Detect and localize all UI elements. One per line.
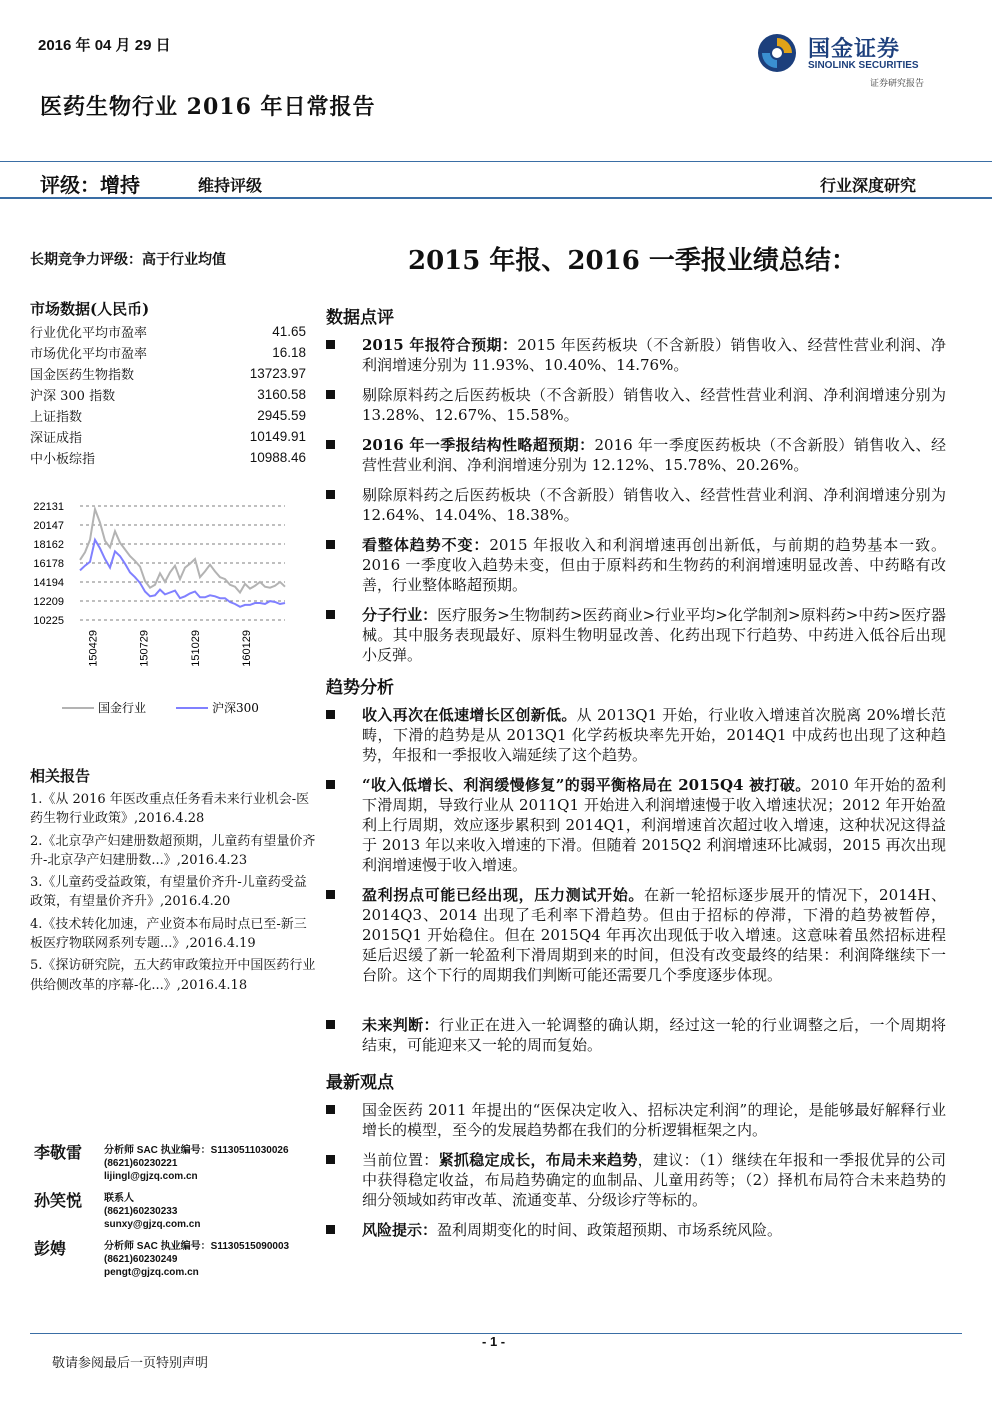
bullet-item: 剔除原料药之后医药板块（不含新股）销售收入、经营性营业利润、净利润增速分别为 12.64%、14.04%、18.38%。 bbox=[326, 485, 946, 525]
report-type: 行业深度研究 bbox=[820, 176, 917, 195]
analyst-email[interactable]: lijingl@gjzq.com.cn bbox=[104, 1171, 198, 1182]
related-reports-title: 相关报告 bbox=[30, 767, 91, 785]
bullet-item: 收入再次在低速增长区创新低。从 2013Q1 开始，行业收入增速首次脱离 20%增长范畴，下滑的趋势是从 2013Q1 化学药板块率先开始，2014Q1 中成药也出现了这种趋势，年报和一季报收入端延续了这个趋势。 bbox=[326, 705, 946, 765]
related-report-item[interactable]: 5.《探访研究院，五大药审政策拉开中国医药行业供给侧改革的序幕-化...》,2016.4.18 bbox=[30, 958, 316, 993]
related-report-item[interactable]: 1.《从 2016 年医改重点任务看未来行业机会-医药生物行业政策》,2016.4.28 bbox=[30, 792, 310, 827]
related-report-item[interactable]: 2.《北京孕产妇建册数超预期，儿童药有望量价齐升-北京孕产妇建册数...》,2016.4.23 bbox=[30, 833, 316, 868]
x-tick-label: 150729 bbox=[138, 630, 151, 667]
bullet-item: 分子行业：医疗服务>生物制药>医药商业>行业平均>化学制剂>原料药>中药>医疗器械。其中服务表现最好、原料生物明显改善、化药出现下行趋势、中药进入低谷后出现小反弹。 bbox=[326, 605, 946, 665]
index-line-chart bbox=[30, 494, 292, 729]
market-row: 中小板综指 10988.46 bbox=[30, 450, 306, 467]
analyst-email[interactable]: sunxy@gjzq.com.cn bbox=[104, 1219, 201, 1230]
logo-mark-icon bbox=[756, 32, 798, 74]
footer-disclaimer: 敬请参阅最后一页特别声明 bbox=[52, 1356, 209, 1371]
section-latest-views: 最新观点 bbox=[326, 1073, 394, 1093]
report-date: 2016 年 04 月 29 日 bbox=[38, 37, 171, 54]
divider-top bbox=[0, 161, 992, 162]
bullet-item: 当前位置：紧抓稳定成长，布局未来趋势，建议：（1）继续在年报和一季报优异的公司中获得稳定收益，布局趋势确定的血制品、儿童用药等；（2）择机布局符合未来趋势的细分领域如药审改革、流通变革、分级诊疗等标的。 bbox=[326, 1150, 946, 1210]
market-row: 上证指数 2945.59 bbox=[30, 408, 306, 425]
market-row: 沪深 300 指数 3160.58 bbox=[30, 387, 306, 404]
y-tick-label: 16178 bbox=[33, 558, 64, 570]
bullet-item: 看整体趋势不变：2015 年报收入和利润增速再创出新低，与前期的趋势基本一致。2016 一季度收入趋势未变，但由于原料药和生物药的利润增速明显改善、中药略有改善，行业整体略超预期。 bbox=[326, 535, 946, 595]
report-title: 医药生物行业 2016 年日常报告 bbox=[40, 94, 376, 120]
analyst-email[interactable]: pengt@gjzq.com.cn bbox=[104, 1267, 199, 1278]
bullet-item: 未来判断：行业正在进入一轮调整的确认期，经过这一轮的行业调整之后，一个周期将结束，可能迎来又一轮的周而复始。 bbox=[326, 1015, 946, 1055]
market-row: 国金医药生物指数 13723.97 bbox=[30, 366, 306, 383]
series-line bbox=[80, 509, 285, 592]
market-row: 行业优化平均市盈率 41.65 bbox=[30, 324, 306, 341]
bullet-item: “收入低增长、利润缓慢修复”的弱平衡格局在 2015Q4 被打破。2010 年开始的盈利下滑周期，导致行业从 2011Q1 开始进入利润增速慢于收入增速状况；2012 年开始盈利上行周期，效应逐步累积到 2014Q1，利润增速首次超过收入增速，这种状况这得益于 2013 年以来收入增速的下滑。但随着 2015Q2 利润增速环比减弱，2015 再次出现利润增速慢于收入增速。 bbox=[326, 775, 946, 875]
y-tick-label: 22131 bbox=[33, 501, 64, 513]
bullet-item: 剔除原料药之后医药板块（不含新股）销售收入、经营性营业利润、净利润增速分别为 13.28%、12.67%、15.58%。 bbox=[326, 385, 946, 425]
rating: 评级：增持 bbox=[40, 173, 140, 197]
bullet-item: 2015 年报符合预期：2015 年医药板块（不含新股）销售收入、经营性营业利润、净利润增速分别为 11.93%、10.40%、14.76%。 bbox=[326, 335, 946, 375]
market-data-table bbox=[30, 321, 306, 468]
related-reports-list bbox=[30, 790, 318, 998]
related-report-item[interactable]: 3.《儿童药受益政策，有望量价齐升-儿童药受益政策，有望量价齐升》,2016.4.20 bbox=[30, 875, 307, 910]
legend-label: 国金行业 bbox=[98, 701, 147, 715]
bullet-item: 2016 年一季报结构性略超预期：2016 年一季度医药板块（不含新股）销售收入、经营性营业利润、净利润增速分别为 12.12%、15.78%、20.26%。 bbox=[326, 435, 946, 475]
analyst-name: 李敬雷 bbox=[34, 1143, 83, 1162]
legend-label: 沪深300 bbox=[212, 701, 259, 715]
logo-text-cn: 国金证券 bbox=[808, 36, 901, 62]
market-row: 深证成指 10149.91 bbox=[30, 429, 306, 446]
section-data-review: 数据点评 bbox=[326, 308, 394, 328]
y-tick-label: 18162 bbox=[33, 539, 64, 551]
bullet-item: 国金医药 2011 年提出的“医保决定收入、招标决定利润”的理论，是能够最好解释行业增长的模型，至今的发展趋势都在我们的分析逻辑框架之内。 bbox=[326, 1100, 946, 1140]
bullet-item: 风险提示：盈利周期变化的时间、政策超预期、市场系统风险。 bbox=[326, 1220, 946, 1240]
logo-subtitle: 证券研究报告 bbox=[870, 79, 925, 89]
analyst-name: 孙笑悦 bbox=[34, 1191, 83, 1210]
market-data-title: 市场数据(人民币) bbox=[30, 300, 150, 318]
y-tick-label: 12209 bbox=[33, 596, 64, 608]
x-tick-label: 150429 bbox=[87, 630, 100, 667]
y-tick-label: 10225 bbox=[33, 615, 64, 627]
page-number: - 1 - bbox=[482, 1334, 506, 1349]
bullet-item: 盈利拐点可能已经出现，压力测试开始。在新一轮招标逐步展开的情况下，2014H、2014Q3、2014 出现了毛利率下滑趋势。但由于招标的停滞，下滑的趋势被暂停，2015Q1 开始稳住。但在 2015Q4 年再次出现低于收入增速。这意味着虽然招标进程延后迟缓了新一轮盈利下滑周期到来的时间，但没有改变最终的结果：利润降继续下一台阶。这个下行的周期我们判断可能还需要几个季度逐步体现。 bbox=[326, 885, 946, 985]
competitiveness-rating: 长期竞争力评级：高于行业均值 bbox=[30, 252, 226, 268]
y-tick-label: 20147 bbox=[33, 520, 64, 532]
analyst-info: 分析师 SAC 执业编号：S1130515090003 (8621)60230249 pengt@gjzq.com.cn bbox=[104, 1241, 290, 1278]
related-report-item[interactable]: 4.《技术转化加速，产业资本布局时点已至-新三板医疗物联网系列专题...》,2016.4.19 bbox=[30, 916, 307, 952]
analyst-info: 分析师 SAC 执业编号：S1130511030026 (8621)60230221 lijingl@gjzq.com.cn bbox=[104, 1145, 289, 1182]
divider-header bbox=[0, 197, 992, 199]
headline: 2015 年报、2016 一季报业绩总结： bbox=[408, 246, 857, 276]
y-tick-label: 14194 bbox=[33, 577, 64, 589]
maintain-rating: 维持评级 bbox=[198, 176, 263, 195]
logo-text-en: SINOLINK SECURITIES bbox=[808, 60, 919, 71]
brand-logo bbox=[756, 30, 946, 90]
section-trend-analysis: 趋势分析 bbox=[326, 678, 394, 698]
x-tick-label: 151029 bbox=[189, 630, 202, 667]
market-row: 市场优化平均市盈率 16.18 bbox=[30, 345, 306, 362]
x-tick-label: 160129 bbox=[241, 630, 254, 667]
analyst-info: 联系人 (8621)60230233 sunxy@gjzq.com.cn bbox=[104, 1193, 201, 1230]
analyst-name: 彭娉 bbox=[34, 1239, 67, 1258]
